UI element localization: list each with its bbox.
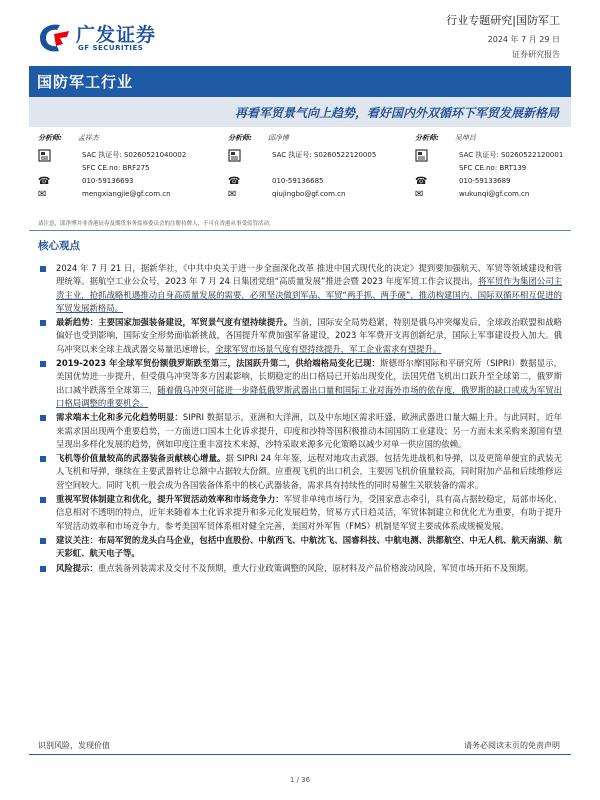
key-point	[38, 411, 562, 451]
sfc-number	[459, 162, 526, 175]
key-point-heading: 需求端本土化和多元化趋势明显：	[56, 412, 183, 423]
key-points-list	[38, 262, 562, 576]
analyst-card	[415, 132, 595, 201]
analyst-name: 吴坤昌	[454, 134, 476, 142]
key-point	[38, 357, 562, 410]
footer-slogan: 识别风险，发现价值	[38, 741, 110, 750]
analyst-label: 分析师:	[38, 134, 62, 142]
sac-number	[272, 149, 376, 162]
id-card-icon	[415, 149, 429, 162]
analyst-card	[38, 132, 218, 201]
sfc-label: SFC CE.no:	[82, 164, 121, 172]
analyst-phone: 010-59136693	[82, 177, 134, 185]
phone-icon: ☎	[415, 176, 428, 187]
industry-banner	[29, 66, 571, 97]
key-point-heading: 建议关注：布局军贸的龙头白马企业，包括中直股份、中航西飞、中航沈飞、国睿科技、中航电测、洪都航空、中无人机、航天南湖、航天彩虹、航天电子等。	[56, 534, 562, 559]
key-point-heading: 2019-2023 年全球军贸份额俄罗斯跌至第三，法国跃升第二，供给端格局变化已现：	[56, 358, 381, 369]
report-title: 再看军贸景气向上趋势，看好国内外双循环下军贸发展新格局	[234, 106, 559, 120]
company-logo	[38, 20, 168, 56]
key-point-heading: 飞机等价值量较高的武器装备贡献核心增量。	[56, 453, 226, 464]
sac-number	[82, 149, 186, 162]
key-point-emphasis: 随着俄乌冲突可能进一步降低俄罗斯武器出口量和国际工业对海外市场的依存度，俄罗斯的缺口或成为军贸出口格局调整的重要机会。	[56, 384, 563, 408]
report-category: 证券研究报告	[512, 50, 560, 59]
sac-value: S0260522120001	[500, 151, 564, 159]
key-point-text: 当前，国际安全局势趋紧，特别是俄乌冲突爆发后，全球政治联盟和战略偏好也受到影响，国际安全形势面临新挑战，各国提升军费加强军备建设，2023 年军费开支再创新纪录，国际上军事建设投入加大。俄乌冲突以来全球主战武器交易量迅速增长，	[56, 317, 563, 354]
sfc-value: BRT139	[499, 164, 527, 172]
key-point-emphasis: 将军贸作为集团公司主责主业，抢抓战略机遇推动自身高质量发展的需要，必须坚决做到军品、军贸“两手抓、两手硬”，推动构建国内、国际双循环相互促进的军贸发展新格局。	[56, 276, 562, 313]
analyst-phone: 010-59136685	[272, 177, 324, 185]
analyst-disclaimer: 请注意，邱净博并非香港证券及期货事务监察委员会的注册持牌人，不可在香港从事受监管活动。	[38, 221, 275, 227]
page-number: 1 / 36	[289, 776, 311, 784]
key-point	[38, 452, 562, 492]
title-banner	[29, 97, 571, 127]
key-point-text: 重点装备列装需求及交付不及预期，重大行业政策调整的风险，原材料及产品价格波动风险，军贸市场开拓不及预期。	[97, 562, 534, 573]
bullet-icon	[40, 361, 46, 367]
sac-value: S0260522120005	[313, 151, 377, 159]
key-point-text: 军贸非单纯市场行为，受国家意志牵引，具有高占据较稳定，局部市场化、信息相对不透明的特点，近年来随着本土化诉求提升和多元化发展趋势，贸易方式日趋灵活，军贸体制建立和优化尤为重要，有助于提升军贸活动效率和市场竞争力。参考美国军贸体系相对健全完善，美国对外军售（FMS）机制是军贸主要成体系成规模发展。	[56, 494, 563, 531]
analyst-email[interactable]: wukunqi@gf.com.cn	[459, 190, 530, 198]
sfc-value: BRF275	[122, 164, 150, 172]
gf-logo-icon	[38, 22, 72, 52]
bullet-icon	[40, 566, 46, 572]
footer-disclaimer-link[interactable]: 请务必阅读末页的免责声明	[464, 741, 560, 750]
key-point	[38, 262, 562, 315]
logo-chinese-name: 广发证券	[76, 24, 157, 46]
key-point-heading: 重视军贸体制建立和优化，提升军贸活动效率和市场竞争力：	[56, 494, 284, 505]
analyst-label: 分析师:	[228, 134, 252, 142]
sac-label: SAC 执证号:	[82, 151, 122, 159]
key-point	[38, 534, 562, 561]
sfc-label: SFC CE.no:	[459, 164, 498, 172]
sac-label: SAC 执证号:	[272, 151, 312, 159]
bullet-icon	[40, 497, 46, 503]
sfc-number	[82, 162, 150, 175]
report-type: 行业专题研究|国防军工	[446, 14, 560, 27]
phone-icon: ☎	[38, 176, 51, 187]
key-point-text: SIPRI 数据显示，亚洲和大洋洲，以及中东地区需求旺盛，欧洲武器进口量大幅上升。与此同时，近年来需求国出现两个重要趋势，一方面进口国本土化诉求提升，印度和沙特等国积极推动本国国防工业建设；另一方面未来采购来源国有望呈现出多样化发展的趋势，例如印度注重丰富技术来源，沙特采取来源多元化策略以减少对单一供应国的依赖。	[56, 412, 562, 449]
analyst-phone: 010-59133689	[459, 177, 511, 185]
divider	[29, 230, 571, 231]
sac-label: SAC 执证号:	[459, 151, 499, 159]
key-point	[38, 562, 562, 575]
analyst-label: 分析师:	[415, 134, 439, 142]
analyst-card	[228, 132, 408, 201]
key-point	[38, 316, 562, 356]
analyst-name: 孟祥杰	[77, 134, 99, 142]
email-icon: ✉	[415, 189, 424, 200]
id-card-icon	[228, 149, 242, 162]
report-date: 2024 年 7 月 29 日	[487, 35, 560, 44]
key-point-text: 斯德哥尔摩国际和平研究所（SIPRI）数据显示，美国优势进一步提升，但受俄乌冲突等多方因素影响，长期稳定的出口格局已开始出现变化，法国凭借飞机出口跃升至全球第二，俄罗斯出口减半跌落至全球第三，	[56, 358, 562, 395]
key-point-text: 据 SIPRI 24 年年鉴，远程对地攻击武器，包括先进战机和导弹，以及更简单便宜的武装无人飞机和导弹，继续在主要武器转让总额中占据较大份额。应重视飞机的出口机会，主要因飞机价值量较高，同时附加产品和后续维修运营空间较大。同时飞机一般会成为各国装备体系中的核心武器装备，需求具有持续性的同时易催生关联装备的需求。	[56, 453, 562, 490]
report-meta	[446, 12, 560, 60]
key-point-text: 2024 年 7 月 21 日，据新华社，《中共中央关于进一步全面深化改革 推进中国式现代化的决定》提到要加强航天、军贸等领域建设和管理统筹。据航空工业公众号，2023 年 7 月 24 日集团党组“高质量发展”推进会暨 2023 年度军贸工作会议提出，	[56, 263, 562, 287]
analyst-email[interactable]: qiujingbo@gf.com.cn	[272, 190, 346, 198]
bullet-icon	[40, 320, 46, 326]
section-title: 核心观点	[38, 240, 80, 252]
footer-divider	[29, 754, 571, 755]
sac-value: S0260521040002	[123, 151, 187, 159]
bullet-icon	[40, 415, 46, 421]
key-point	[38, 493, 562, 533]
bullet-icon	[40, 456, 46, 462]
bullet-icon	[40, 266, 46, 272]
key-point-emphasis: 全球军贸市场景气度有望持续提升，军工企业需求有望提升。	[215, 343, 442, 354]
email-icon: ✉	[38, 189, 47, 200]
key-point-heading: 最新趋势：主要国家加强装备建设，军贸景气度有望持续提升。	[56, 317, 293, 328]
analyst-email[interactable]: mengxiangjie@gf.com.cn	[82, 190, 171, 198]
email-icon: ✉	[228, 189, 237, 200]
bullet-icon	[40, 538, 46, 544]
id-card-icon	[38, 149, 52, 162]
key-point-heading: 风险提示：	[56, 562, 98, 573]
sac-number	[459, 149, 563, 162]
phone-icon: ☎	[228, 176, 241, 187]
industry-title: 国防军工行业	[37, 73, 134, 91]
analyst-name: 邱净博	[267, 134, 289, 142]
logo-english-name: GF SECURITIES	[78, 44, 144, 52]
